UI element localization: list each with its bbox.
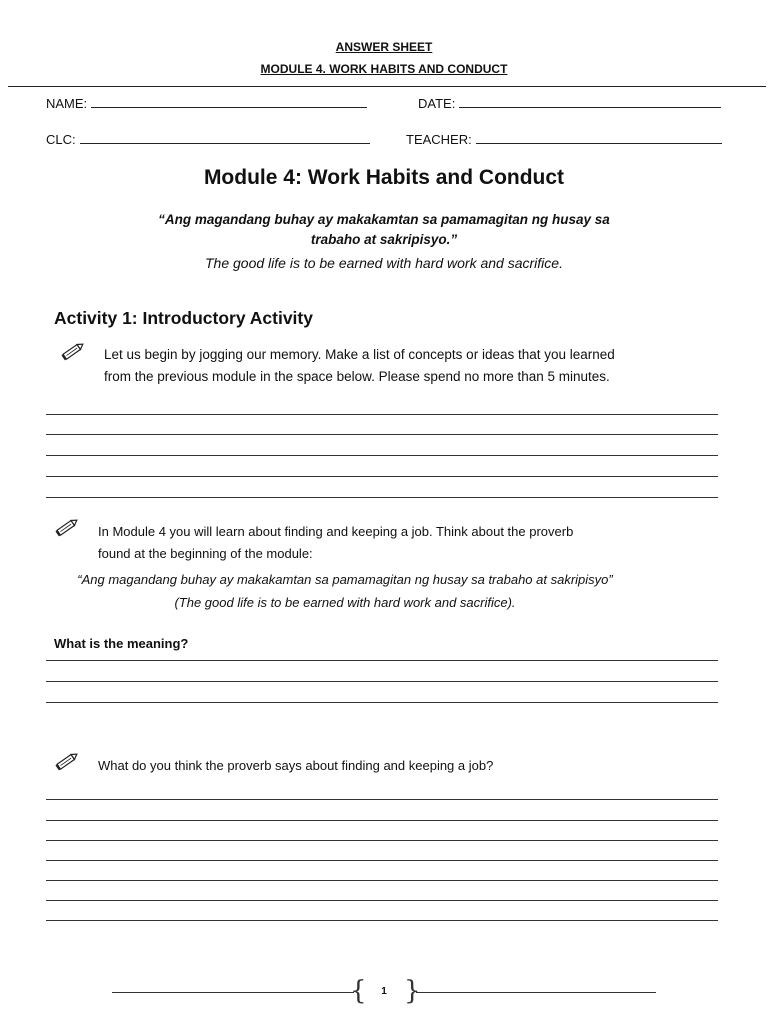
clc-field[interactable] — [46, 131, 370, 147]
section3-answer-line[interactable] — [46, 860, 718, 861]
footer-brace-left: { — [350, 976, 367, 1006]
pencil-icon — [54, 750, 80, 772]
section3-question: What do you think the proverb says about finding and keeping a job? — [98, 758, 494, 773]
page-number: 1 — [381, 986, 387, 997]
pencil-icon — [60, 340, 86, 362]
meaning-answer-line[interactable] — [46, 681, 718, 682]
meaning-answer-line[interactable] — [46, 660, 718, 661]
date-label: DATE: — [418, 96, 456, 111]
teacher-label: TEACHER: — [406, 132, 472, 147]
teacher-field[interactable] — [406, 131, 722, 147]
module-translation: The good life is to be earned with hard work and sacrifice. — [205, 255, 563, 271]
name-input-line[interactable] — [91, 95, 367, 108]
header-divider — [8, 86, 766, 87]
teacher-input-line[interactable] — [476, 131, 722, 144]
meaning-question: What is the meaning? — [54, 636, 189, 651]
activity1-answer-line[interactable] — [46, 414, 718, 415]
date-input-line[interactable] — [459, 95, 721, 108]
sheet-subtitle: MODULE 4. WORK HABITS AND CONDUCT — [260, 62, 508, 76]
meaning-answer-line[interactable] — [46, 702, 718, 703]
activity1-instructions — [104, 344, 615, 388]
module-quote-line1: “Ang magandang buhay ay makakamtan sa pamamagitan ng husay sa — [158, 212, 610, 227]
section2-translation: (The good life is to be earned with hard work and sacrifice). — [174, 595, 516, 610]
module-title: Module 4: Work Habits and Conduct — [203, 166, 565, 189]
activity1-title: Activity 1: Introductory Activity — [54, 308, 313, 328]
name-field[interactable] — [46, 95, 367, 111]
clc-label: CLC: — [46, 132, 76, 147]
footer-rule-left — [112, 992, 354, 993]
section3-answer-line[interactable] — [46, 880, 718, 881]
date-field[interactable] — [418, 95, 721, 111]
sheet-title: ANSWER SHEET — [335, 40, 433, 54]
section3-answer-line[interactable] — [46, 799, 718, 800]
activity1-answer-line[interactable] — [46, 476, 718, 477]
activity1-instruction-line1: Let us begin by jogging our memory. Make a list of concepts or ideas that you learned — [104, 347, 615, 362]
activity1-instruction-line2: from the previous module in the space below. Please spend no more than 5 minutes. — [104, 369, 610, 384]
section2-instruction-line2: found at the beginning of the module: — [98, 546, 313, 561]
activity1-answer-line[interactable] — [46, 434, 718, 435]
module-quote-line2: trabaho at sakripisyo.” — [310, 232, 458, 247]
footer-brace-right: } — [404, 976, 421, 1006]
section3-answer-line[interactable] — [46, 920, 718, 921]
clc-input-line[interactable] — [80, 131, 370, 144]
section3-answer-line[interactable] — [46, 840, 718, 841]
pencil-icon — [54, 516, 80, 538]
section3-answer-line[interactable] — [46, 900, 718, 901]
module-quote — [130, 210, 638, 250]
footer-rule-right — [416, 992, 656, 993]
name-label: NAME: — [46, 96, 88, 111]
activity1-answer-line[interactable] — [46, 455, 718, 456]
section2-quote: “Ang magandang buhay ay makakamtan sa pamamagitan ng husay sa trabaho at sakripisyo” — [77, 572, 613, 587]
section3-answer-line[interactable] — [46, 820, 718, 821]
section2-instructions — [98, 521, 573, 565]
activity1-answer-line[interactable] — [46, 497, 718, 498]
section2-instruction-line1: In Module 4 you will learn about finding and keeping a job. Think about the proverb — [98, 524, 574, 539]
